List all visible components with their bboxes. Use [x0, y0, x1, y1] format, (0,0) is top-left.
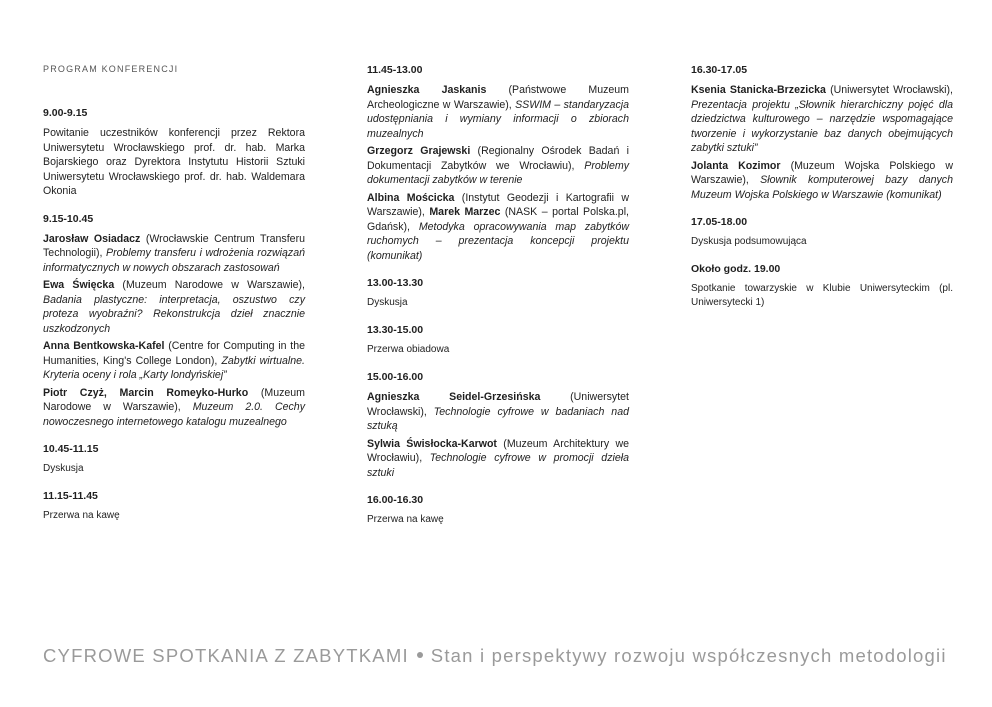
- session-text: Przerwa na kawę: [43, 510, 120, 521]
- footer-conference-title: Stan i perspektywy rozwoju współczesnych metodologii: [430, 645, 947, 666]
- session-block: [43, 443, 305, 476]
- session-time: 16.30-17.05: [691, 64, 748, 76]
- speaker-institution: (Wrocławskie Centrum Transferu Technologii),: [43, 232, 305, 259]
- talk-entry: [367, 144, 629, 188]
- session-text: Przerwa na kawę: [367, 514, 444, 525]
- session-block: [43, 213, 305, 430]
- talk-entry: [367, 191, 629, 264]
- talk-title: Muzeum 2.0. Cechy nowoczesnego internetowego katalogu muzealnego: [43, 401, 305, 428]
- session-text: Spotkanie towarzyskie w Klubie Uniwersyteckim (pl. Uniwersytecki 1): [691, 283, 953, 308]
- speaker-name: Ksenia Stanicka-Brzezicka: [691, 84, 826, 96]
- speaker-name: Ewa Święcka: [43, 279, 115, 291]
- talk-title: Prezentacja projektu „Słownik hierarchiczny pojęć dla dziedzictwa kulturowego – narzędzie wspomagające tworzenie i wykorzystanie baz danych obejmujących zabytki sztuki”: [691, 98, 953, 154]
- speaker-name: Marek Marzec: [429, 206, 501, 218]
- speaker-institution: (Państwowe Muzeum Archeologiczne w Warszawie),: [367, 84, 630, 111]
- talk-entry: [367, 83, 629, 141]
- talk-entry: [367, 390, 629, 434]
- column-1: [43, 64, 305, 537]
- speaker-name: Jarosław Osiadacz: [43, 232, 141, 245]
- program-header: PROGRAM KONFERENCJI: [43, 64, 179, 74]
- talk-entry: [43, 278, 305, 336]
- talk-title: SSWIM – standaryzacja udostępniania i wymiany informacji o zbiorach muzealnych: [367, 98, 629, 140]
- session-text: Dyskusja: [367, 297, 408, 308]
- session-block: [367, 371, 629, 480]
- speaker-name: Albina Mościcka: [367, 191, 455, 204]
- session-block: [691, 216, 953, 249]
- talk-title: Problemy dokumentacji zabytków w terenie: [367, 159, 629, 186]
- session-time: 13.00-13.30: [367, 277, 424, 289]
- speaker-institution: (Muzeum Narodowe w Warszawie),: [43, 386, 306, 413]
- column-2: [367, 64, 629, 541]
- speaker-name: Agnieszka Jaskanis: [367, 84, 487, 96]
- speaker-name: Agnieszka Seidel-Grzesińska: [367, 391, 541, 403]
- speaker-name: Grzegorz Grajewski: [367, 145, 471, 157]
- session-time: 9.00-9.15: [43, 107, 88, 119]
- talk-title: Zabytki wirtualne. Kryteria oceny i rola „Karty londyńskiej”: [43, 354, 305, 381]
- session-block: [367, 324, 629, 357]
- speaker-institution: (Muzeum Wojska Polskiego w Warszawie),: [691, 159, 953, 186]
- footer-series-title: CYFROWE SPOTKANIA Z ZABYTKAMI: [43, 645, 409, 666]
- talk-title: Badania plastyczne: interpretacja, oszustwo czy proteza wyobraźni? Rekonstrukcja dzieł znacznie uszkodzonych: [43, 293, 305, 335]
- session-text: Dyskusja podsumowująca: [691, 236, 807, 247]
- speaker-name: Anna Bentkowska-Kafel: [43, 340, 165, 352]
- bullet-icon: [417, 652, 423, 658]
- talk-title: Technologie cyfrowe w badaniach nad sztuką: [367, 405, 629, 432]
- session-time: 17.05-18.00: [691, 216, 748, 228]
- talk-entry: [43, 339, 305, 383]
- talk-title: Technologie cyfrowe w promocji dzieła sztuki: [367, 452, 629, 479]
- session-text: Przerwa obiadowa: [367, 344, 450, 355]
- speaker-name: Jolanta Kozimor: [691, 159, 781, 172]
- talk-title: Problemy transferu i wdrożenia rozwiązań informatycznych w nowych obszarach zastosowań: [43, 247, 305, 274]
- session-time: 16.00-16.30: [367, 494, 424, 506]
- session-time: Około godz. 19.00: [691, 263, 781, 275]
- session-time: 11.15-11.45: [43, 490, 98, 502]
- speaker-institution: (Uniwersytet Wrocławski),: [825, 84, 954, 96]
- talk-title: Metodyka opracowywania map zabytków ruchomych – prezentacja koncepcji projektu (komunikat): [367, 220, 629, 262]
- talk-entry: [43, 232, 305, 276]
- session-text: Powitanie uczestników konferencji przez Rektora Uniwersytetu Wrocławskiego prof. dr. hab. Marka Bojarskiego oraz Dyrektora Instytutu Historii Sztuki Uniwersytetu Wrocławskiego prof. dr. hab. Waldemara Okonia: [43, 127, 305, 197]
- talk-title: Słownik komputerowej bazy danych Muzeum Wojska Polskiego w Warszawie (komunikat): [691, 174, 953, 201]
- speaker-institution: (NASK – portal Polska.pl, Gdańsk),: [367, 206, 629, 233]
- talk-entry: [691, 159, 953, 203]
- speaker-institution: (Muzeum Architektury we Wrocławiu),: [367, 437, 629, 464]
- speaker-name: Sylwia Świsłocka-Karwot: [367, 437, 497, 450]
- talk-entry: [43, 386, 305, 430]
- session-time: 9.15-10.45: [43, 212, 94, 225]
- speaker-name: Piotr Czyż, Marcin Romeyko-Hurko: [43, 386, 249, 399]
- session-time: 10.45-11.15: [43, 443, 99, 455]
- talk-entry: [367, 437, 629, 481]
- session-time: 15.00-16.00: [367, 371, 424, 383]
- session-time: 13.30-15.00: [367, 324, 424, 336]
- conference-footer: [43, 645, 953, 667]
- session-block: [691, 64, 953, 202]
- session-time: 11.45-13.00: [367, 64, 423, 76]
- speaker-institution: (Instytut Geodezji i Kartografii w Warszawie),: [367, 191, 629, 218]
- session-block: [367, 494, 629, 527]
- session-block: [367, 64, 629, 263]
- speaker-institution: (Centre for Computing in the Humanities, King's College London),: [43, 340, 305, 367]
- session-block: [691, 263, 953, 310]
- session-text: Dyskusja: [43, 463, 84, 474]
- speaker-institution: (Uniwersytet Wrocławski),: [367, 391, 629, 418]
- talk-entry: [691, 83, 953, 156]
- session-block: [367, 277, 629, 310]
- column-3: [691, 64, 953, 324]
- speaker-institution: (Muzeum Narodowe w Warszawie),: [114, 279, 305, 291]
- session-block: [43, 490, 305, 523]
- speaker-institution: (Regionalny Ośrodek Badań i Dokumentacji Zabytków we Wrocławiu),: [367, 145, 629, 172]
- session-block: [43, 107, 305, 199]
